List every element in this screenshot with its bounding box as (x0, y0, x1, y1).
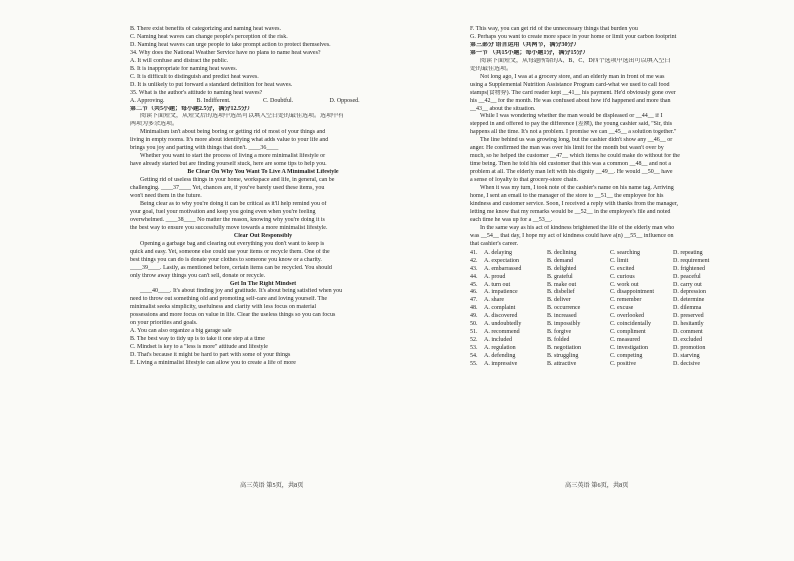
text-line: D. It is unlikely to put forward a standard definition for heat waves. (130, 81, 293, 88)
passage-line: Minimalism isn't about being boring or getting rid of most of your things and (140, 129, 326, 136)
option-a: A. turn out (484, 281, 511, 288)
text-line: A. It will confuse and distract the public. (130, 57, 229, 64)
question-number: 43. (470, 265, 478, 272)
passage-line: C. Mindset is key to a "less is more" attitude and lifestyle (130, 344, 268, 351)
answer-row (470, 250, 738, 258)
passage-line: a sense of loyalty to that grocery-store chain. (470, 177, 578, 184)
option-c: C. coincidentally (610, 321, 651, 328)
question-number: 55. (470, 361, 478, 368)
passage-line: on your priorities and goals. (130, 320, 198, 327)
passage-line: quick and easy. Yet, someone else could use your items or recycle them. One of the (130, 248, 330, 255)
option-d: D. promotion (673, 345, 706, 352)
q35-option: C. Doubtful. (263, 97, 294, 104)
option-a: A. regulation (484, 345, 516, 352)
passage-line: kindness and customer service. Soon, I received a reply with thanks from the manager, (470, 200, 679, 207)
passage-line: Whether you want to start the process of living a more minimalist lifestyle or (140, 153, 326, 160)
passage-line: problem at all. The elderly man left with his dignity __49__. He would __50__ have (470, 169, 673, 176)
option-c: C. measured (610, 337, 640, 344)
passage-line: stepped in and offered to pay the difference (差额), the young cashier said, "Sir, this (470, 121, 673, 128)
answer-row (470, 361, 738, 369)
option-a: A. discovered (484, 313, 518, 320)
question-number: 44. (470, 273, 478, 280)
section-heading: Be Clear On Why You Want To Live A Minimalist Lifestyle (187, 169, 339, 176)
passage-line: home, I sent an email to the manager of the store to __51__ the employee for his (470, 193, 664, 200)
option-d: D. decisive (673, 361, 700, 368)
option-a: A. defending (484, 353, 516, 360)
passage-line: Opening a garbage bag and clearing out everything you don't want to keep is (140, 240, 325, 247)
passage-line: living in empty rooms. It's more about identifying what adds value to your life and (130, 137, 329, 144)
option-a: A. included (484, 337, 512, 344)
option-a: A. complaint (484, 305, 516, 312)
passage-line: B. The best way to tidy up is to take it one step at a time (130, 336, 265, 343)
option-c: C. curious (610, 273, 635, 280)
answer-options-table (470, 250, 738, 369)
option-c: C. positive (610, 361, 637, 368)
option-d: D. requirement (673, 257, 710, 264)
option-d: D. depression (673, 289, 706, 296)
passage-line: was __54__ that day, I hope my act of kindness could have a(n) __55__ influence on (470, 232, 674, 239)
passage-line: need to throw out something old and promoting self-care and loving yourself. The (130, 296, 328, 303)
passage-line: Getting rid of useless things in your home, workspace and life, in general, can be (140, 177, 335, 184)
option-b: B. increased (547, 313, 577, 320)
section-heading: Get In The Right Mindset (229, 280, 297, 287)
option-c: C. searching (610, 249, 640, 256)
option-b: B. disbelief (547, 289, 575, 296)
option-b: B. grateful (547, 273, 573, 280)
answer-row (470, 274, 738, 282)
passage-line: A. You can also organize a big garage sale (130, 328, 232, 335)
passage-line: that cashier's career. (470, 240, 519, 247)
passage-line: G. Perhaps you want to create more space in your home or limit your carbon footprint (470, 33, 677, 40)
question-number: 42. (470, 257, 478, 264)
passage-line: much, so he helped the customer __47__ which items he could make do without for the (470, 153, 680, 160)
answer-row (470, 297, 738, 305)
option-d: D. dilemma (673, 305, 702, 312)
passage-line: 处的最佳选项。 (470, 65, 513, 72)
passage-line: anger. He confirmed the man was over his limit for the month but wasn't over by (470, 145, 664, 152)
option-a: A. undoubtedly (484, 321, 522, 328)
option-b: B. folded (547, 337, 570, 344)
option-c: C. remember (610, 297, 642, 304)
passage-line: overwhelmed. ____38____ No matter the reason, knowing why you're doing it is (130, 216, 325, 223)
answer-row (470, 329, 738, 337)
passage-line: stamps(食物券). The card reader kept __41__ his payment. He'd obviously gone over (470, 89, 676, 96)
passage-line: best things you can do is donate your clothes to someone you know or a charity. (130, 256, 322, 263)
option-c: C. excuse (610, 305, 634, 312)
passage-line: In the same way as his act of kindness brightened the life of the elderly man who (480, 224, 675, 231)
passage-line: Being clear as to why you're doing it can be critical as it'll help remind you of (140, 200, 327, 207)
question-number: 49. (470, 313, 478, 320)
passage-line: the best way to ensure you successfully move towards a more minimalist lifestyle. (130, 224, 328, 231)
text-line: C. It is difficult to distinguish and predict heat waves. (130, 73, 259, 80)
option-a: A. impatience (484, 289, 518, 296)
q35-options (130, 98, 396, 106)
question-number: 53. (470, 345, 478, 352)
option-b: B. declining (547, 249, 577, 256)
passage-line: ____40____. It's about finding joy and gratitude. It's about being satisfied when you (140, 288, 343, 295)
section-2-instructions (130, 106, 396, 130)
answer-row (470, 313, 738, 321)
passage-line: won't need them in the future. (130, 193, 202, 200)
option-d: D. peaceful (673, 273, 701, 280)
answer-row (470, 353, 738, 361)
grocery-passage (470, 26, 738, 249)
option-b: B. make out (547, 281, 577, 288)
instruction-line: 阅读下面短文，从短文后的选项中选出可以填入空白处的最佳选项。选项中有 (140, 113, 345, 120)
question-number: 50. (470, 321, 478, 328)
text-line: D. Naming heat waves can urge people to take prompt action to protect themselves. (130, 41, 331, 48)
option-a: A. expectation (484, 257, 519, 264)
passage-line: have already started but are finding yourself stuck, here are some tips to help you. (130, 161, 327, 168)
passage-line: E. Living a minimalist lifestyle can allow you to create a life of more (130, 360, 296, 367)
section-heading: Clear Out Responsibly (233, 232, 293, 239)
option-d: D. determine (673, 297, 705, 304)
option-c: C. competing (610, 353, 643, 360)
option-c: C. investigation (610, 345, 648, 352)
option-b: B. struggling (547, 353, 579, 360)
passage-line: time being. Then he told his old customer that this was a common __48__ and not a (470, 161, 672, 168)
option-a: A. recommend (484, 329, 520, 336)
question-number: 46. (470, 289, 478, 296)
answer-row (470, 282, 738, 290)
option-b: B. negotiation (547, 345, 581, 352)
question-number: 52. (470, 337, 478, 344)
passage-line: only throw away things you can't sell, donate or recycle. (130, 272, 266, 279)
answer-row (470, 305, 738, 313)
option-b: B. forgive (547, 329, 572, 336)
left-page-footer: 高三英语 第5页，共8页 (240, 482, 304, 489)
passage-line: minimalist seeks simplicity, usefulness and clarity with less focus on material (130, 304, 317, 311)
answer-row (470, 321, 738, 329)
question-number: 47. (470, 297, 478, 304)
text-line: B. There exist benefits of categorizing and naming heat waves. (130, 26, 282, 32)
option-d: D. starving (673, 353, 700, 360)
passage-line: your goal, fuel your motivation and keep you going even when you're feeling (130, 208, 316, 215)
instruction-line: 两项为多余选项。 (130, 121, 179, 128)
answer-row (470, 337, 738, 345)
option-c: C. compliment (610, 329, 646, 336)
option-b: B. occurrence (547, 305, 581, 312)
option-c: C. overlooked (610, 313, 644, 320)
passage-line: When it was my turn, I took note of the cashier's name on his name tag. Arriving (480, 185, 674, 192)
question-number: 51. (470, 329, 478, 336)
passage-line: happens all the time. It's not a problem. I promise we can __45__ a solution together." (470, 129, 677, 136)
passage-line: his __42__ for the month. He was confused about how it'd happened and more than (470, 97, 671, 104)
passage-line: The line behind us was growing long, but the cashier didn't show any __46__ or (480, 137, 673, 144)
question-number: 48. (470, 305, 478, 312)
option-a: A. share (484, 297, 504, 304)
passage-line: possessions and more focus on value in life. Clear the useless things so you can focus (130, 312, 336, 319)
passage-line: ____39____. Lastly, as mentioned before, certain items can be recycled. You should (130, 264, 332, 271)
q35-option: B. Indifferent. (196, 97, 231, 104)
question-number: 54. (470, 353, 478, 360)
passage-line: 第一节 （共15小题；每小题1分，满分15分） (470, 49, 589, 56)
text-line: 34. Why does the National Weather Service have no plans to name heat waves? (130, 49, 321, 56)
passage-line: brings you joy and parting with things that don't. ____36____ (130, 145, 279, 152)
option-d: D. excluded (673, 337, 702, 344)
answer-row (470, 266, 738, 274)
right-page-footer: 高三英语 第6页，共8页 (565, 482, 629, 489)
left-page-questions (130, 26, 396, 98)
passage-line: F. This way, you can get rid of the unnecessary things that burden you (470, 26, 638, 32)
option-b: B. deliver (547, 297, 571, 304)
option-d: D. repeating (673, 249, 703, 256)
option-a: A. embarrassed (484, 265, 522, 272)
answer-row (470, 289, 738, 297)
instruction-line: 第二节（共5小题；每小题2.5分，满分12.5分） (130, 105, 254, 112)
passage-line: challenging. ____37____ Yet, chances are, if you've barely used these items, you (130, 185, 325, 192)
passage-line: 阅读下面短文，从每题所给的A、B、C、D四个选项中选出可以填入空白 (480, 57, 671, 64)
text-line: C. Naming heat waves can change people's perception of the risk. (130, 33, 288, 40)
right-page (470, 26, 738, 466)
answer-row (470, 345, 738, 353)
q35-option: A. Approving. (130, 97, 165, 104)
option-b: B. impossibly (547, 321, 581, 328)
option-b: B. attractive (547, 361, 577, 368)
option-c: C. limit (610, 257, 629, 264)
option-d: D. carry out (673, 281, 702, 288)
passage-line: 第三部分 语言运用（共两节，满分30分） (470, 41, 580, 48)
answer-row (470, 258, 738, 266)
text-line: 35. What is the author's attitude to naming heat waves? (130, 89, 263, 96)
option-d: D. frightened (673, 265, 705, 272)
option-c: C. excited (610, 265, 635, 272)
option-b: B. demand (547, 257, 573, 264)
option-d: D. hesitantly (673, 321, 704, 328)
passage-line: each time he was up for a __53__. (470, 216, 553, 223)
option-a: A. proud (484, 273, 506, 280)
minimalism-passage (130, 129, 396, 368)
passage-line: using a Supplemental Nutrition Assistance Program card-what we used to call food (470, 81, 670, 88)
passage-line: While I was wondering whether the man would be displeased or __44__ if I (480, 113, 663, 120)
option-c: C. work out (610, 281, 639, 288)
option-d: D. comment (673, 329, 703, 336)
option-a: A. impressive (484, 361, 518, 368)
passage-line: Not long ago, I was at a grocery store, and an elderly man in front of me was (480, 73, 665, 80)
passage-line: D. That's because it might be hard to part with some of your things (130, 352, 291, 359)
option-d: D. preserved (673, 313, 704, 320)
option-c: C. disappointment (610, 289, 654, 296)
option-a: A. delaying (484, 249, 512, 256)
question-number: 45. (470, 281, 478, 288)
left-page (130, 26, 396, 466)
question-number: 41. (470, 249, 478, 256)
text-line: B. It is inappropriate for naming heat waves. (130, 65, 238, 72)
q35-option: D. Opposed. (329, 97, 360, 104)
passage-line: letting me know that my remarks would be __52__ in the employee's file and noted (470, 208, 671, 215)
option-b: B. delighted (547, 265, 577, 272)
passage-line: __43__ about the situation. (470, 105, 536, 112)
